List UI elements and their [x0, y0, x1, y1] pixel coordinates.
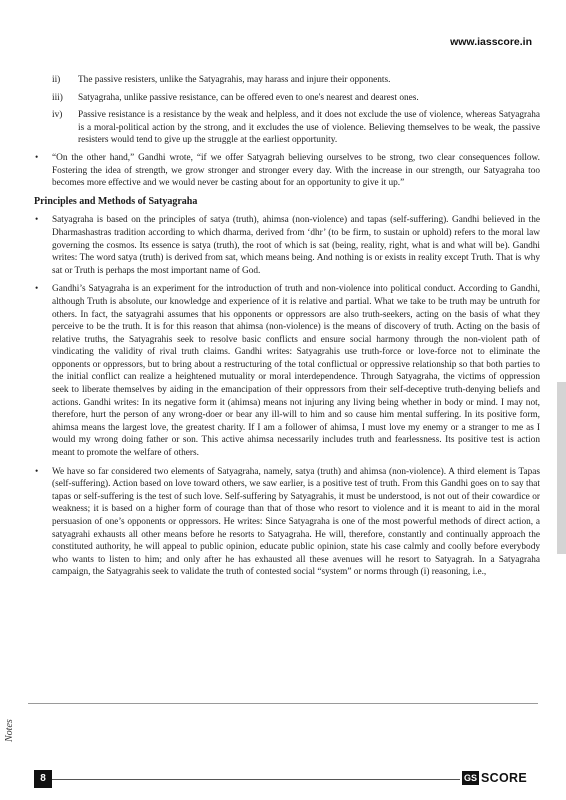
bullet-paragraph — [34, 214, 540, 277]
page-content — [34, 74, 540, 585]
bullet-icon: • — [35, 152, 39, 163]
bullet-text: Gandhi’s Satyagraha is an experiment for the introduction of truth and non-violence into political conduct. According to Gandhi, although Truth is absolute, our knowledge and experience of it is relative and partial. What we take to be truth may be untruth for others. In fact, the satyagrahi assumes that his opponents or oppressors are also truth-seekers, acting on the basis of what they perceive to be the truth. It is for this reason that ahimsa (non-violence) is the means of discovery of truth. Acting on the basis of relative truths, the Satyagrahis seek to resolve basic conflicts and ensure social harmony through the non-violent path of vindicating the validity of rival truth claims. Gandhi writes: Satyagrahis use truth-force or love-force not to eliminate the opponents or oppressors, but to bring about a restructuring of the total conflictual or oppressive relationship so that both parties to the initial conflict can realize a heightened mutuality or moral interdependence. Through Satyagraha, the victims of oppression seek to liberate themselves by aiding in the emancipation of their oppressors from their self-deceptive truth-denying beliefs and actions. Gandhi writes: In its negative form it (ahimsa) means not injuring any living being whether in body or mind. I may not, therefore, hurt the person of any wrong-doer or bear any ill-will to him and so cause him mental suffering. In its positive form, ahimsa means the largest love, the greatest charity. If I am a follower of ahimsa, I must love my enemy or a stranger to me as I would my wrong doing father or son. This active ahimsa necessarily includes truth and fearlessness. Its positive test is action meant to promote the welfare of others. — [52, 284, 540, 459]
bullet-paragraph — [34, 152, 540, 190]
bullet-paragraph — [34, 283, 540, 459]
list-item — [34, 92, 540, 105]
bullet-icon: • — [35, 215, 39, 226]
brand-logo — [462, 769, 527, 787]
list-item-text: Satyagraha, unlike passive resistance, can be offered even to one's nearest and dearest ones. — [78, 92, 419, 103]
list-item-number: iii) — [52, 92, 63, 103]
bullet-paragraph — [34, 466, 540, 579]
notes-divider — [28, 703, 538, 704]
list-item-number: iv) — [52, 110, 63, 121]
list-item-text: The passive resisters, unlike the Satyagrahis, may harass and injure their opponents. — [78, 75, 391, 85]
intro-bullet-list — [34, 152, 540, 190]
footer-divider — [52, 779, 460, 780]
roman-list — [34, 74, 540, 147]
bullet-text: “On the other hand,” Gandhi wrote, “if we offer Satyagrah believing ourselves to be strong, two clear consequences follow. Fostering the idea of strength, we grow stronger and stronger every day. With the increase in our strength, our Satyagraha too becomes more effective and we would never be casting about for an opportunity to give it up.” — [52, 152, 540, 189]
bullet-text: Satyagraha is based on the principles of satya (truth), ahimsa (non-violence) and tapas (self-suffering). Gandhi believed in the Dharmashastras tradition according to which dharma, derived from ‘dhr’ (to be firm, to sustain or uphold) refers to the moral law governing the cosmos. Its essence is satya (truth), the root of which is sat (being, reality, right, what is and what will be). Gandhi writes: The word satya (truth) is derived from sat, which means being. And nothing is or exists in reality except Truth. That is why sat or Truth is perhaps the most important name of God. — [52, 215, 540, 276]
bullet-icon: • — [35, 466, 39, 477]
list-item-number: ii) — [52, 75, 61, 85]
website-url: www.iasscore.in — [450, 36, 532, 48]
brand-score: SCORE — [481, 771, 527, 785]
scroll-indicator — [557, 382, 566, 554]
bullet-icon: • — [35, 284, 39, 295]
section-bullet-list — [34, 214, 540, 579]
brand-gs: GS — [464, 773, 478, 783]
notes-label: Notes — [4, 719, 15, 742]
list-item — [34, 109, 540, 147]
page-number: 8 — [34, 770, 52, 788]
section-heading: Principles and Methods of Satyagraha — [34, 195, 198, 207]
bullet-text: We have so far considered two elements of Satyagraha, namely, satya (truth) and ahimsa (non-violence). A third element is Tapas (self-suffering). Action based on love toward others, we saw earlier, is a positive test of truth. From this Gandhi goes on to say that tapas or self-suffering is the test of such love. Self-suffering by Satyagrahis, it must be understood, is not out of their cowardice or weakness; it is based on a higher form of courage than that of those who resort to violence and it is meant to aid in the moral persuasion of one’s opponents or oppressors. He writes: Since Satyagraha is one of the most powerful methods of direct action, a satyagrahi exhausts all other means before he resorts to Satyagraha. He will, therefore, constantly and continually approach the constituted authority, he will appeal to public opinion, educate public opinion, state his case calmly and coolly before everybody who wants to listen to him; and only after he has exhausted all these avenues will he resort to Satyagrah. In a Satyagraha campaign, the Satyagrahis seek to validate the truth of contested social “system” or norms through (i) reasoning, i.e., — [52, 466, 540, 578]
list-item — [34, 74, 540, 87]
list-item-text: Passive resistance is a resistance by the weak and helpless, and it does not exclude the use of violence, whereas Satyagraha is a moral-political action by the strong, and it excludes the use of violence. Believing themselves to be weak, the passive resisters would tend to give up the struggle at the earliest opportunity. — [78, 110, 540, 146]
